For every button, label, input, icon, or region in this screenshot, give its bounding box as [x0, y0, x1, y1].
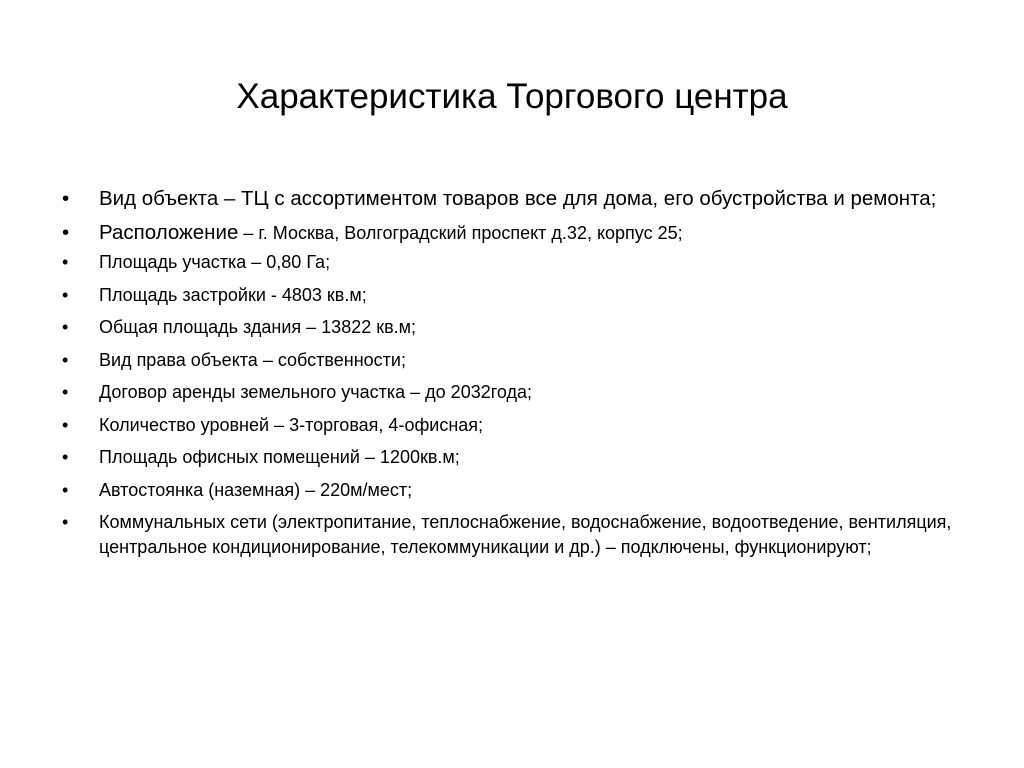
list-item-text: Количество уровней – 3-торговая, 4-офисная; — [99, 414, 484, 435]
slide-title: Характеристика Торгового центра — [236, 77, 788, 116]
list-item-location — [62, 218, 962, 248]
list-item-ownership — [62, 348, 962, 373]
bullet-icon: • — [62, 221, 70, 244]
bullet-icon: • — [62, 349, 69, 370]
list-item-text: Площадь застройки - 4803 кв.м; — [99, 284, 367, 305]
list-item-object-type — [62, 184, 962, 213]
bullet-icon: • — [62, 479, 69, 500]
bullet-icon: • — [62, 317, 69, 337]
list-item-text: Площадь офисных помещений – 1200кв.м; — [99, 447, 460, 467]
list-item-label: Расположение — [99, 221, 239, 244]
list-item-building-footprint — [62, 283, 962, 308]
list-item-total-area — [62, 315, 962, 340]
list-item-text: Вид объекта – ТЦ с ассортиментом товаров все для дома, его обустройства и ремонта; — [99, 187, 937, 210]
bullet-icon: • — [62, 512, 69, 532]
bullet-icon: • — [62, 187, 70, 210]
list-item-utilities — [62, 510, 962, 560]
list-item-text: Площадь участка – 0,80 Га; — [99, 252, 331, 272]
bullet-icon: • — [62, 284, 69, 305]
bullet-icon: • — [62, 447, 69, 467]
list-item-text: Договор аренды земельного участка – до 2032года; — [99, 382, 533, 402]
list-item-parking — [62, 478, 962, 503]
bullet-icon: • — [62, 382, 69, 402]
list-item-lease — [62, 380, 962, 405]
list-item-text: Коммунальных сети (электропитание, теплоснабжение, водоснабжение, водоотведение, вентиляция, центральное кондиционирование, телекоммуникации и др.) – подключены, функционируют; — [99, 512, 952, 557]
list-item-plot-area — [62, 250, 962, 275]
bullet-icon: • — [62, 414, 69, 435]
list-item-levels — [62, 413, 962, 438]
bullet-icon: • — [62, 252, 69, 272]
bullet-list — [62, 184, 962, 568]
list-item-office-area — [62, 445, 962, 470]
list-item-text: Вид права объекта – собственности; — [99, 349, 406, 370]
list-item-text: Общая площадь здания – 13822 кв.м; — [99, 317, 417, 337]
list-item-text: – г. Москва, Волгоградский проспект д.32, корпус 25; — [238, 223, 683, 243]
list-item-text: Автостоянка (наземная) – 220м/мест; — [99, 479, 413, 500]
